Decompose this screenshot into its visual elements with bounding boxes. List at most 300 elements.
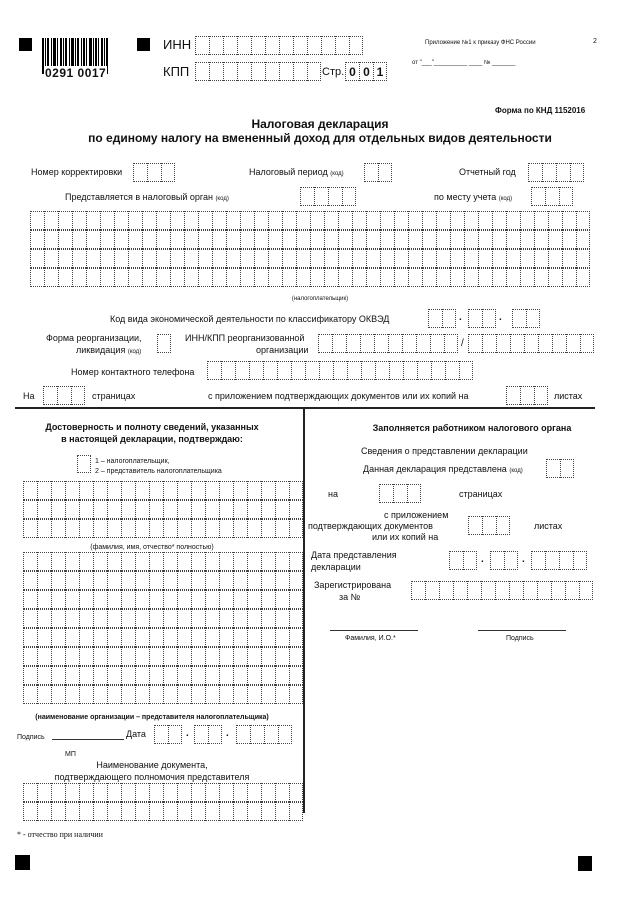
char-cell[interactable]: [191, 590, 205, 609]
char-cell[interactable]: [422, 211, 436, 230]
char-cell[interactable]: [58, 249, 72, 268]
char-cell[interactable]: [534, 230, 548, 249]
char-cell[interactable]: [65, 609, 79, 628]
char-cell[interactable]: [275, 628, 289, 647]
char-cell[interactable]: [51, 552, 65, 571]
char-cell[interactable]: [324, 211, 338, 230]
char-cell[interactable]: [51, 571, 65, 590]
char-cell[interactable]: [170, 230, 184, 249]
char-cell[interactable]: [163, 802, 177, 821]
attachments-count-field[interactable]: [506, 386, 548, 405]
char-cell[interactable]: [65, 519, 79, 538]
char-cell[interactable]: [275, 802, 289, 821]
signer-fio-field[interactable]: [23, 481, 303, 538]
char-cell[interactable]: [107, 519, 121, 538]
char-cell[interactable]: [149, 481, 163, 500]
char-cell[interactable]: [23, 802, 37, 821]
char-cell[interactable]: [576, 211, 590, 230]
authority-doc-field[interactable]: [23, 783, 303, 821]
correction-number-field[interactable]: [133, 163, 175, 182]
char-cell[interactable]: [149, 519, 163, 538]
char-cell[interactable]: [506, 211, 520, 230]
char-cell[interactable]: [289, 481, 303, 500]
char-cell[interactable]: [58, 211, 72, 230]
char-cell[interactable]: [506, 268, 520, 287]
char-cell[interactable]: [408, 230, 422, 249]
char-cell[interactable]: [72, 211, 86, 230]
char-cell[interactable]: [163, 685, 177, 704]
char-cell[interactable]: [289, 519, 303, 538]
char-cell[interactable]: [149, 500, 163, 519]
char-cell[interactable]: [247, 481, 261, 500]
char-cell[interactable]: [478, 211, 492, 230]
char-cell[interactable]: [177, 571, 191, 590]
char-cell[interactable]: [128, 211, 142, 230]
char-cell[interactable]: [240, 249, 254, 268]
char-cell[interactable]: [107, 552, 121, 571]
submitted-code-field[interactable]: [546, 459, 574, 478]
char-cell[interactable]: [170, 249, 184, 268]
pages-count-field[interactable]: [43, 386, 85, 405]
char-cell[interactable]: [548, 211, 562, 230]
char-cell[interactable]: [30, 268, 44, 287]
char-cell[interactable]: [205, 802, 219, 821]
char-cell[interactable]: [65, 783, 79, 802]
char-cell[interactable]: [205, 481, 219, 500]
char-cell[interactable]: [37, 590, 51, 609]
char-cell[interactable]: [422, 249, 436, 268]
char-cell[interactable]: [289, 666, 303, 685]
char-cell[interactable]: [58, 230, 72, 249]
char-cell[interactable]: [205, 519, 219, 538]
char-cell[interactable]: [37, 783, 51, 802]
char-cell[interactable]: [163, 647, 177, 666]
char-cell[interactable]: [233, 590, 247, 609]
char-cell[interactable]: [205, 666, 219, 685]
char-cell[interactable]: [310, 230, 324, 249]
char-cell[interactable]: [275, 571, 289, 590]
char-cell[interactable]: [191, 519, 205, 538]
char-cell[interactable]: [226, 230, 240, 249]
char-cell[interactable]: [30, 211, 44, 230]
char-cell[interactable]: [149, 552, 163, 571]
char-cell[interactable]: [93, 783, 107, 802]
char-cell[interactable]: [191, 783, 205, 802]
char-cell[interactable]: [240, 268, 254, 287]
char-cell[interactable]: [65, 500, 79, 519]
char-cell[interactable]: [149, 802, 163, 821]
char-cell[interactable]: [93, 571, 107, 590]
char-cell[interactable]: [149, 571, 163, 590]
char-cell[interactable]: [121, 552, 135, 571]
char-cell[interactable]: [380, 249, 394, 268]
char-cell[interactable]: [275, 519, 289, 538]
submission-day-field[interactable]: [449, 551, 477, 570]
char-cell[interactable]: [107, 481, 121, 500]
char-cell[interactable]: [289, 552, 303, 571]
char-cell[interactable]: [247, 802, 261, 821]
char-cell[interactable]: [79, 628, 93, 647]
registration-number-field[interactable]: [411, 581, 593, 600]
char-cell[interactable]: [79, 666, 93, 685]
char-cell[interactable]: [394, 211, 408, 230]
char-cell[interactable]: [478, 230, 492, 249]
char-cell[interactable]: [37, 609, 51, 628]
char-cell[interactable]: [450, 249, 464, 268]
char-cell[interactable]: [394, 249, 408, 268]
char-cell[interactable]: [23, 519, 37, 538]
char-cell[interactable]: [562, 211, 576, 230]
char-cell[interactable]: [191, 481, 205, 500]
char-cell[interactable]: [121, 647, 135, 666]
char-cell[interactable]: [261, 500, 275, 519]
char-cell[interactable]: [226, 268, 240, 287]
char-cell[interactable]: [142, 230, 156, 249]
char-cell[interactable]: [282, 268, 296, 287]
char-cell[interactable]: [296, 211, 310, 230]
registration-place-field[interactable]: [531, 187, 573, 206]
char-cell[interactable]: [177, 609, 191, 628]
char-cell[interactable]: [233, 481, 247, 500]
char-cell[interactable]: [205, 783, 219, 802]
char-cell[interactable]: [65, 802, 79, 821]
char-cell[interactable]: [247, 590, 261, 609]
phone-field[interactable]: [207, 361, 473, 380]
char-cell[interactable]: [219, 783, 233, 802]
char-cell[interactable]: [261, 571, 275, 590]
char-cell[interactable]: [289, 802, 303, 821]
char-cell[interactable]: [352, 211, 366, 230]
char-cell[interactable]: [261, 481, 275, 500]
char-cell[interactable]: [51, 481, 65, 500]
char-cell[interactable]: [289, 628, 303, 647]
char-cell[interactable]: [324, 249, 338, 268]
submission-month-field[interactable]: [490, 551, 518, 570]
char-cell[interactable]: [478, 249, 492, 268]
char-cell[interactable]: [121, 685, 135, 704]
char-cell[interactable]: [79, 481, 93, 500]
char-cell[interactable]: [380, 211, 394, 230]
char-cell[interactable]: [191, 666, 205, 685]
char-cell[interactable]: [135, 783, 149, 802]
char-cell[interactable]: [191, 647, 205, 666]
char-cell[interactable]: [352, 249, 366, 268]
char-cell[interactable]: [310, 249, 324, 268]
char-cell[interactable]: [79, 500, 93, 519]
char-cell[interactable]: [107, 783, 121, 802]
char-cell[interactable]: [254, 268, 268, 287]
char-cell[interactable]: [44, 249, 58, 268]
char-cell[interactable]: [135, 552, 149, 571]
char-cell[interactable]: [254, 249, 268, 268]
char-cell[interactable]: [576, 268, 590, 287]
char-cell[interactable]: [464, 249, 478, 268]
char-cell[interactable]: [107, 590, 121, 609]
char-cell[interactable]: [79, 783, 93, 802]
char-cell[interactable]: [121, 590, 135, 609]
char-cell[interactable]: [107, 500, 121, 519]
char-cell[interactable]: [135, 590, 149, 609]
char-cell[interactable]: [65, 628, 79, 647]
char-cell[interactable]: [562, 249, 576, 268]
char-cell[interactable]: [226, 211, 240, 230]
char-cell[interactable]: [219, 500, 233, 519]
char-cell[interactable]: [254, 230, 268, 249]
char-cell[interactable]: [338, 230, 352, 249]
char-cell[interactable]: [191, 500, 205, 519]
char-cell[interactable]: [51, 519, 65, 538]
char-cell[interactable]: [233, 519, 247, 538]
char-cell[interactable]: [121, 571, 135, 590]
char-cell[interactable]: [492, 230, 506, 249]
char-cell[interactable]: [198, 268, 212, 287]
char-cell[interactable]: [100, 211, 114, 230]
char-cell[interactable]: [23, 666, 37, 685]
char-cell[interactable]: [380, 268, 394, 287]
char-cell[interactable]: [163, 500, 177, 519]
char-cell[interactable]: [562, 268, 576, 287]
char-cell[interactable]: [247, 783, 261, 802]
char-cell[interactable]: [135, 666, 149, 685]
char-cell[interactable]: [149, 590, 163, 609]
char-cell[interactable]: [520, 249, 534, 268]
char-cell[interactable]: [177, 552, 191, 571]
char-cell[interactable]: [156, 211, 170, 230]
char-cell[interactable]: [506, 230, 520, 249]
char-cell[interactable]: [51, 783, 65, 802]
char-cell[interactable]: [142, 211, 156, 230]
char-cell[interactable]: [128, 249, 142, 268]
char-cell[interactable]: [86, 230, 100, 249]
char-cell[interactable]: [93, 685, 107, 704]
char-cell[interactable]: [93, 609, 107, 628]
char-cell[interactable]: [226, 249, 240, 268]
char-cell[interactable]: [254, 211, 268, 230]
page-number-field[interactable]: [345, 62, 387, 81]
char-cell[interactable]: [121, 500, 135, 519]
okved-field-1[interactable]: [428, 309, 456, 328]
char-cell[interactable]: [268, 249, 282, 268]
char-cell[interactable]: [79, 685, 93, 704]
char-cell[interactable]: [93, 628, 107, 647]
char-cell[interactable]: [135, 571, 149, 590]
char-cell[interactable]: [436, 268, 450, 287]
char-cell[interactable]: [163, 783, 177, 802]
char-cell[interactable]: [233, 647, 247, 666]
taxpayer-name-field[interactable]: [30, 211, 590, 287]
char-cell[interactable]: [408, 211, 422, 230]
date-month-field[interactable]: [194, 725, 222, 744]
char-cell[interactable]: [114, 268, 128, 287]
submission-year-field[interactable]: [531, 551, 587, 570]
char-cell[interactable]: [86, 249, 100, 268]
signature-line[interactable]: [52, 739, 124, 740]
char-cell[interactable]: [289, 609, 303, 628]
char-cell[interactable]: [506, 249, 520, 268]
char-cell[interactable]: [163, 590, 177, 609]
char-cell[interactable]: [156, 230, 170, 249]
char-cell[interactable]: [37, 500, 51, 519]
char-cell[interactable]: [51, 666, 65, 685]
char-cell[interactable]: [219, 519, 233, 538]
char-cell[interactable]: [100, 249, 114, 268]
kpp-field[interactable]: [195, 62, 321, 81]
char-cell[interactable]: [72, 268, 86, 287]
char-cell[interactable]: [219, 647, 233, 666]
char-cell[interactable]: [268, 211, 282, 230]
char-cell[interactable]: [191, 571, 205, 590]
char-cell[interactable]: [464, 211, 478, 230]
char-cell[interactable]: [219, 666, 233, 685]
char-cell[interactable]: [247, 552, 261, 571]
char-cell[interactable]: [65, 590, 79, 609]
char-cell[interactable]: [289, 590, 303, 609]
char-cell[interactable]: [450, 230, 464, 249]
char-cell[interactable]: [23, 685, 37, 704]
char-cell[interactable]: [107, 571, 121, 590]
char-cell[interactable]: [121, 666, 135, 685]
char-cell[interactable]: [121, 802, 135, 821]
char-cell[interactable]: [121, 609, 135, 628]
char-cell[interactable]: [156, 268, 170, 287]
char-cell[interactable]: [247, 666, 261, 685]
char-cell[interactable]: [177, 802, 191, 821]
char-cell[interactable]: [177, 685, 191, 704]
char-cell[interactable]: [65, 481, 79, 500]
char-cell[interactable]: [268, 268, 282, 287]
char-cell[interactable]: [408, 249, 422, 268]
char-cell[interactable]: [261, 666, 275, 685]
char-cell[interactable]: [93, 590, 107, 609]
char-cell[interactable]: [23, 552, 37, 571]
char-cell[interactable]: [534, 268, 548, 287]
char-cell[interactable]: [93, 500, 107, 519]
char-cell[interactable]: [191, 685, 205, 704]
char-cell[interactable]: [296, 268, 310, 287]
char-cell[interactable]: [135, 481, 149, 500]
char-cell[interactable]: [261, 609, 275, 628]
char-cell[interactable]: [282, 211, 296, 230]
tax-period-field[interactable]: [364, 163, 392, 182]
char-cell[interactable]: [184, 211, 198, 230]
char-cell[interactable]: [205, 552, 219, 571]
char-cell[interactable]: [72, 249, 86, 268]
char-cell[interactable]: [366, 211, 380, 230]
char-cell[interactable]: [135, 647, 149, 666]
official-signature-line[interactable]: [478, 630, 566, 631]
char-cell[interactable]: [233, 666, 247, 685]
char-cell[interactable]: [177, 500, 191, 519]
char-cell[interactable]: [23, 500, 37, 519]
char-cell[interactable]: [128, 230, 142, 249]
char-cell[interactable]: [205, 609, 219, 628]
char-cell[interactable]: [163, 609, 177, 628]
char-cell[interactable]: [149, 647, 163, 666]
char-cell[interactable]: [149, 628, 163, 647]
char-cell[interactable]: [51, 590, 65, 609]
char-cell[interactable]: [492, 211, 506, 230]
char-cell[interactable]: [450, 268, 464, 287]
char-cell[interactable]: [247, 519, 261, 538]
char-cell[interactable]: [219, 609, 233, 628]
char-cell[interactable]: [107, 628, 121, 647]
char-cell[interactable]: [163, 571, 177, 590]
char-cell[interactable]: [261, 628, 275, 647]
char-cell[interactable]: [261, 590, 275, 609]
char-cell[interactable]: [261, 647, 275, 666]
char-cell[interactable]: [23, 609, 37, 628]
char-cell[interactable]: [520, 230, 534, 249]
char-cell[interactable]: [240, 230, 254, 249]
char-cell[interactable]: [576, 249, 590, 268]
char-cell[interactable]: [149, 666, 163, 685]
char-cell[interactable]: [177, 628, 191, 647]
char-cell[interactable]: [177, 647, 191, 666]
char-cell[interactable]: [289, 685, 303, 704]
char-cell[interactable]: [422, 268, 436, 287]
char-cell[interactable]: [436, 230, 450, 249]
char-cell[interactable]: [233, 500, 247, 519]
char-cell[interactable]: [247, 500, 261, 519]
char-cell[interactable]: [23, 571, 37, 590]
char-cell[interactable]: [65, 647, 79, 666]
char-cell[interactable]: [310, 211, 324, 230]
char-cell[interactable]: [275, 666, 289, 685]
char-cell[interactable]: [65, 571, 79, 590]
char-cell[interactable]: [198, 249, 212, 268]
char-cell[interactable]: [163, 628, 177, 647]
char-cell[interactable]: [23, 590, 37, 609]
char-cell[interactable]: [51, 500, 65, 519]
reorg-kpp-field[interactable]: [468, 334, 594, 353]
char-cell[interactable]: [366, 249, 380, 268]
char-cell[interactable]: [177, 666, 191, 685]
char-cell[interactable]: [366, 268, 380, 287]
char-cell[interactable]: [219, 802, 233, 821]
char-cell[interactable]: [65, 666, 79, 685]
char-cell[interactable]: [205, 590, 219, 609]
char-cell[interactable]: [79, 571, 93, 590]
char-cell[interactable]: [338, 268, 352, 287]
char-cell[interactable]: [219, 590, 233, 609]
char-cell[interactable]: [191, 628, 205, 647]
char-cell[interactable]: [37, 571, 51, 590]
char-cell[interactable]: [464, 230, 478, 249]
char-cell[interactable]: [107, 685, 121, 704]
char-cell[interactable]: [275, 685, 289, 704]
char-cell[interactable]: [520, 211, 534, 230]
char-cell[interactable]: [163, 481, 177, 500]
char-cell[interactable]: [72, 230, 86, 249]
reorg-form-field[interactable]: [157, 334, 171, 353]
char-cell[interactable]: [492, 249, 506, 268]
char-cell[interactable]: [23, 783, 37, 802]
char-cell[interactable]: [170, 268, 184, 287]
char-cell[interactable]: [548, 268, 562, 287]
char-cell[interactable]: [37, 628, 51, 647]
char-cell[interactable]: [436, 249, 450, 268]
char-cell[interactable]: [142, 249, 156, 268]
char-cell[interactable]: [149, 783, 163, 802]
char-cell[interactable]: [191, 802, 205, 821]
char-cell[interactable]: [37, 666, 51, 685]
char-cell[interactable]: [212, 249, 226, 268]
char-cell[interactable]: [23, 481, 37, 500]
char-cell[interactable]: [233, 609, 247, 628]
char-cell[interactable]: [177, 590, 191, 609]
char-cell[interactable]: [135, 685, 149, 704]
char-cell[interactable]: [121, 783, 135, 802]
